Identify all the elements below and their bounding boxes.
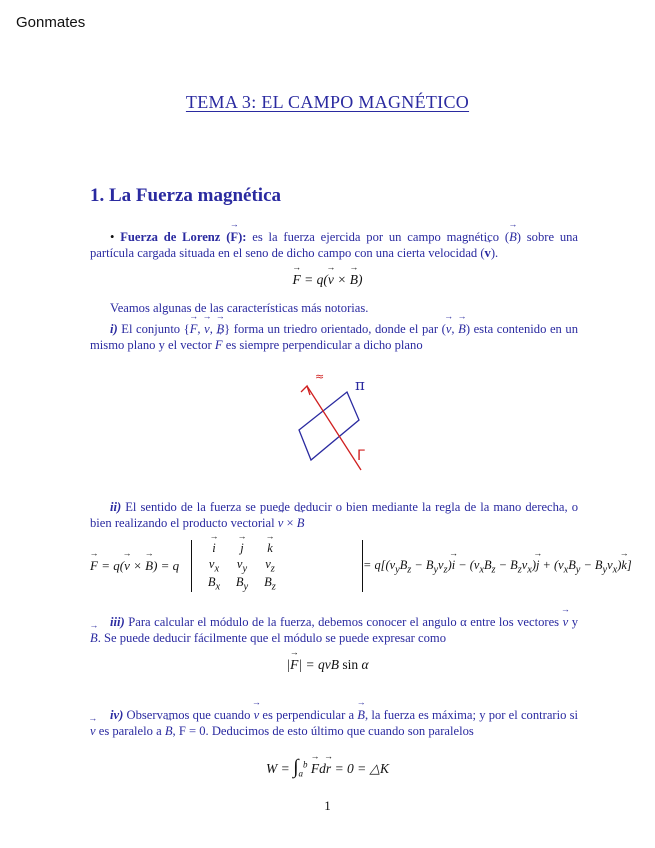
arrow-head-icon <box>301 386 310 395</box>
item-iv-text-2: es perpendicular a <box>262 708 355 722</box>
item-iv-paragraph: iv) Observamos que cuando → v es perpendicular a → B, la fuerza es máxima; y por el contrario si → v es paralelo a → B, F = 0. Deducimos de esto último que cuando son paralelos <box>90 707 578 739</box>
item-i-label: i) <box>110 322 118 336</box>
intro-text: Veamos algunas de las características más notorias. <box>110 301 369 315</box>
determinant-rhs: = $q[(v_yB_z - B_yv_z)\to i - (v_xB_z - B_zv_x)\to j + (v_xB_y - B_yv_x)\to k]$ <box>363 558 632 575</box>
item-iii-text-1: Para calcular el módulo de la fuerza, debemos conocer el angulo α entre los vectores <box>128 615 560 629</box>
item-ii-paragraph: ii) El sentido de la fuerza se puede deducir o bien mediante la regla de la mano derecha, o bien realizando el producto vectorial → v × → B <box>90 499 578 531</box>
triedro-diagram <box>285 368 395 478</box>
item-i-paragraph: i) El conjunto {→ F, → v, → B} forma un triedro orientado, donde el par (→ v, → B) esta contenido en un mismo plano y el vector → F es siempre perpendicular a dicho plano <box>90 321 578 353</box>
determinant-lhs: → F = q(→ v × → B) = q <box>90 558 179 574</box>
item-ii-label: ii) <box>110 500 122 514</box>
section-heading: 1. La Fuerza magnética <box>90 185 282 206</box>
item-iv-text-4: es paralelo a <box>98 724 162 738</box>
item-i-text-3: esta contenido en un mismo plano y el vector <box>90 322 579 352</box>
intro-paragraph <box>90 300 578 316</box>
site-brand: Gonmates <box>16 14 86 31</box>
determinant-formula <box>90 540 632 595</box>
determinant-matrix: → i → j → k $v_x$ $v_y$ $v_z$ $B_x$ $B_y$ $B_z$ <box>191 540 363 592</box>
item-i-text-4: es siempre perpendicular a dicho plano <box>225 338 423 352</box>
page-number: 1 <box>324 798 331 813</box>
item-ii-text: El sentido de la fuerza se puede deducir o bien mediante la regla de la mano derecha, o bien realizando el producto vectorial <box>90 500 578 530</box>
item-iii-label: iii) <box>110 615 125 629</box>
item-iii-paragraph: iii) Para calcular el módulo de la fuerza, debemos conocer el angulo α entre los vectores → v y → B. Se puede deducir fácilmente que el módulo se puede expresar como <box>90 614 578 646</box>
work-formula: $W = \int_a^b \to Fd\to r = 0$ = △K <box>0 756 655 779</box>
page-title: TEMA 3: EL CAMPO MAGNÉTICO <box>185 92 470 112</box>
item-i-text-2: forma un triedro orientado, donde el par <box>233 322 439 336</box>
item-iv-text-1: Observamos que cuando <box>126 708 251 722</box>
item-iv-label: iv) <box>110 708 124 722</box>
lorentz-paragraph: • Fuerza de Lorenz (→ F): es la fuerza ejercida por un campo magnético (→ B) sobre una partícula cargada situada en el seno de dicho campo con una cierta velocidad (→ v). <box>90 229 578 261</box>
label-v: ≈ <box>315 370 325 383</box>
item-iv-text-5: , F = 0. Deducimos de esto último que cuando son paralelos <box>172 724 474 738</box>
lorentz-text: es la fuerza ejercida por un campo magnético <box>252 230 500 244</box>
plane-shape <box>299 392 359 460</box>
lorentz-text-2: sobre una partícula cargada situada en el seno de dicho campo con una cierta velocidad <box>90 230 578 260</box>
lorentz-formula: → F = q(→ v × → B) <box>0 272 655 288</box>
item-iii-text-2: . Se puede deducir fácilmente que el módulo se puede expresar como <box>97 631 446 645</box>
label-F: Γ <box>357 448 365 464</box>
lorentz-label: Fuerza de Lorenz <box>120 230 221 244</box>
item-i-text-1: El conjunto <box>121 322 181 336</box>
modulo-formula: |→ F| = qvB sin α <box>0 657 655 673</box>
label-pi: π <box>355 376 365 394</box>
item-iv-text-3: , la fuerza es máxima; y por el contrario si <box>365 708 579 722</box>
